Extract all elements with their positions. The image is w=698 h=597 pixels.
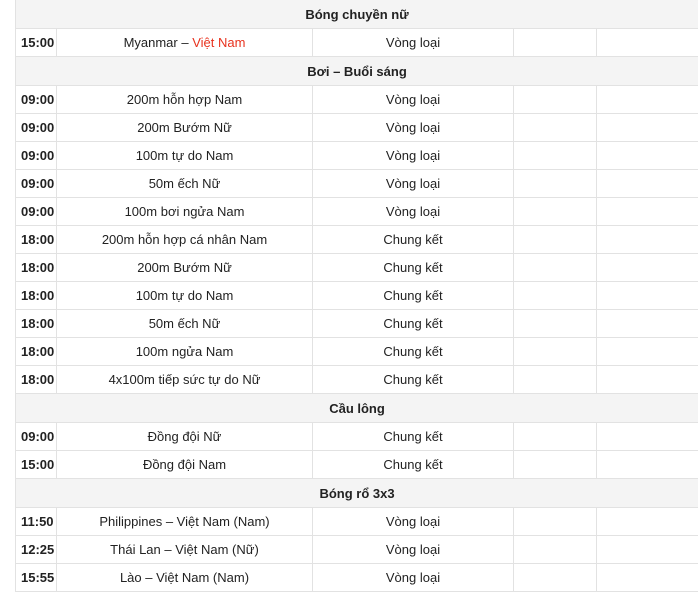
empty-cell [597,29,698,57]
section-header-swimming [16,57,698,86]
empty-cell [597,198,698,226]
table-row [16,86,698,114]
table-row [16,338,698,366]
empty-cell [514,114,597,142]
empty-cell [514,451,597,479]
table-row [16,198,698,226]
table-row [16,29,698,57]
section-title: Bóng chuyền nữ [16,0,698,29]
round-cell: Vòng loại [313,114,514,142]
time-cell: 09:00 [16,198,57,226]
round-cell: Chung kết [313,254,514,282]
time-cell: 18:00 [16,310,57,338]
table-row [16,254,698,282]
empty-cell [514,142,597,170]
event-cell: Lào – Việt Nam (Nam) [57,564,313,592]
section-header-volleyball [16,0,698,29]
time-cell: 15:00 [16,451,57,479]
event-cell [57,29,313,57]
event-cell: 200m Bướm Nữ [57,114,313,142]
empty-cell [597,282,698,310]
time-cell: 11:50 [16,508,57,536]
event-cell: Philippines – Việt Nam (Nam) [57,508,313,536]
time-cell: 18:00 [16,226,57,254]
empty-cell [514,423,597,451]
table-row [16,508,698,536]
event-cell: Đồng đội Nam [57,451,313,479]
round-cell: Vòng loại [313,142,514,170]
time-cell: 15:55 [16,564,57,592]
empty-cell [597,508,698,536]
section-title: Bơi – Buổi sáng [16,57,698,86]
empty-cell [514,86,597,114]
time-cell: 18:00 [16,366,57,394]
time-cell: 18:00 [16,254,57,282]
round-cell: Chung kết [313,226,514,254]
empty-cell [514,536,597,564]
empty-cell [597,170,698,198]
section-header-badminton [16,394,698,423]
team-b-highlight: Việt Nam [192,35,246,50]
schedule-table [15,0,698,592]
round-cell: Chung kết [313,338,514,366]
event-cell: 100m ngửa Nam [57,338,313,366]
table-row [16,142,698,170]
event-cell: 200m Bướm Nữ [57,254,313,282]
event-cell: 50m ếch Nữ [57,310,313,338]
empty-cell [597,310,698,338]
time-cell: 12:25 [16,536,57,564]
round-cell: Chung kết [313,310,514,338]
time-cell: 15:00 [16,29,57,57]
empty-cell [597,338,698,366]
event-cell: 100m tự do Nam [57,282,313,310]
empty-cell [514,508,597,536]
empty-cell [514,170,597,198]
event-cell: 4x100m tiếp sức tự do Nữ [57,366,313,394]
time-cell: 09:00 [16,142,57,170]
round-cell: Vòng loại [313,564,514,592]
round-cell: Vòng loại [313,536,514,564]
section-header-basketball [16,479,698,508]
event-cell: 100m tự do Nam [57,142,313,170]
time-cell: 09:00 [16,170,57,198]
empty-cell [514,366,597,394]
time-cell: 09:00 [16,86,57,114]
team-a: Myanmar – [123,35,193,50]
time-cell: 09:00 [16,423,57,451]
empty-cell [597,366,698,394]
empty-cell [597,142,698,170]
empty-cell [514,564,597,592]
table-row [16,366,698,394]
empty-cell [597,114,698,142]
table-row [16,226,698,254]
table-row [16,282,698,310]
empty-cell [514,198,597,226]
empty-cell [597,536,698,564]
empty-cell [514,310,597,338]
section-title: Bóng rổ 3x3 [16,479,698,508]
table-row [16,451,698,479]
table-row [16,310,698,338]
empty-cell [597,254,698,282]
schedule-container [15,0,698,592]
time-cell: 18:00 [16,282,57,310]
empty-cell [597,564,698,592]
round-cell: Vòng loại [313,29,514,57]
empty-cell [597,451,698,479]
round-cell: Chung kết [313,282,514,310]
round-cell: Chung kết [313,451,514,479]
round-cell: Chung kết [313,366,514,394]
event-cell: 50m ếch Nữ [57,170,313,198]
table-row [16,114,698,142]
round-cell: Chung kết [313,423,514,451]
event-cell: 200m hỗn hợp cá nhân Nam [57,226,313,254]
empty-cell [597,423,698,451]
empty-cell [597,86,698,114]
event-cell: Thái Lan – Việt Nam (Nữ) [57,536,313,564]
event-cell: 100m bơi ngửa Nam [57,198,313,226]
empty-cell [597,226,698,254]
round-cell: Vòng loại [313,86,514,114]
event-cell: Đồng đội Nữ [57,423,313,451]
round-cell: Vòng loại [313,198,514,226]
round-cell: Vòng loại [313,170,514,198]
time-cell: 18:00 [16,338,57,366]
empty-cell [514,282,597,310]
section-title: Cầu lông [16,394,698,423]
table-row [16,564,698,592]
table-row [16,536,698,564]
empty-cell [514,254,597,282]
empty-cell [514,338,597,366]
empty-cell [514,29,597,57]
round-cell: Vòng loại [313,508,514,536]
table-row [16,170,698,198]
table-row [16,423,698,451]
event-cell: 200m hỗn hợp Nam [57,86,313,114]
empty-cell [514,226,597,254]
time-cell: 09:00 [16,114,57,142]
